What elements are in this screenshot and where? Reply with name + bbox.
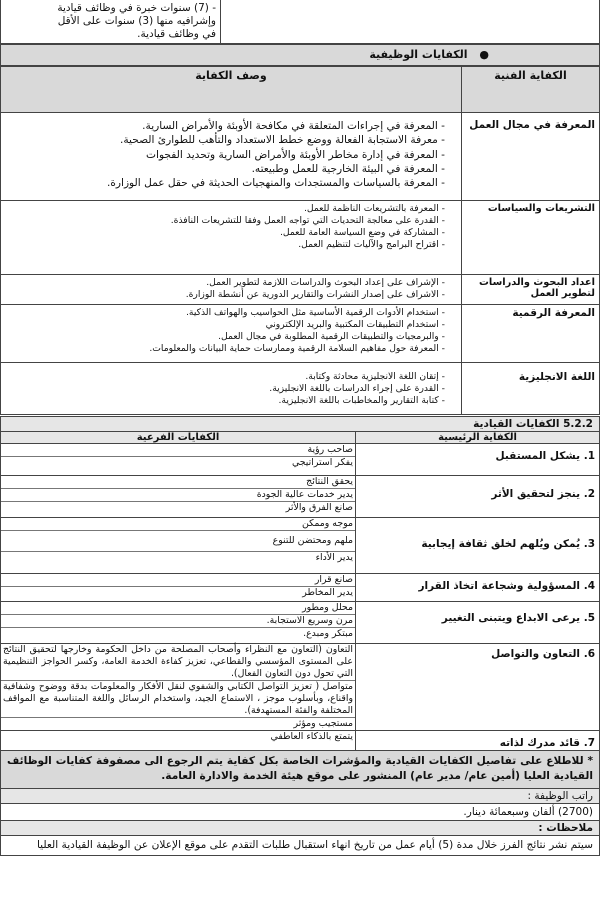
competency-name: التعاون والتواصل <box>491 648 581 660</box>
competency-name: التشريعات والسياسات <box>462 201 600 275</box>
main-competency <box>356 602 600 644</box>
main-competency <box>356 476 600 518</box>
bullet-icon: ● <box>479 48 489 61</box>
table-row <box>1 444 600 476</box>
sub-competency: يفكر استراتيجي <box>291 457 353 469</box>
sub-competency: ملهم ومحتضن للتنوع <box>1 531 355 552</box>
row-number: 3. <box>583 538 595 550</box>
column-header: الكفايات الفرعية <box>1 432 356 444</box>
sub-competency: يحقق النتائج <box>1 476 355 489</box>
list-item: - إتقان اللغة الانجليزية محادثة وكتابة. <box>5 371 445 383</box>
sub-competencies <box>1 518 356 574</box>
sub-competency: يدير المخاطر <box>302 587 353 599</box>
list-item: - استخدام الأدوات الرقمية الأساسية مثل الحواسيب والهواتف الذكية. <box>5 307 445 319</box>
competency-name: اعداد البحوث والدراسات لتطوير العمل <box>462 275 600 305</box>
table-row <box>1 602 600 644</box>
experience-line: وإشرافيه منها (3) سنوات على الأقل <box>57 15 216 28</box>
list-item: - المعرفة في البيئة الخارجية للعمل وطبيعته. <box>5 162 445 176</box>
table-row <box>1 644 600 731</box>
sub-competency: يدير خدمات عالية الجودة <box>1 489 355 502</box>
sub-competency: يتمتع بالذكاء العاطفي <box>270 731 353 743</box>
reference-note: * للاطلاع على تفاصيل الكفايات القيادية والمؤشرات الخاصة بكل كفاية يتم الرجوع الى مصفوفة كفايات الوظائف القيادية العليا (أمين عام/ مدير عام) المنشور على موقع هيئة الخدمة والادارة العامة. <box>1 751 600 789</box>
sub-competency: صاحب رؤية <box>1 444 355 457</box>
competency-description <box>1 201 462 275</box>
column-header: وصف الكفاية <box>1 67 462 113</box>
sub-competencies <box>1 476 356 518</box>
main-competency <box>356 444 600 476</box>
list-item: - المعرفة حول مفاهيم السلامة الرقمية وممارسات حماية البيانات والمعلومات. <box>5 343 445 355</box>
competency-name: ينجز لتحقيق الأثر <box>491 488 581 500</box>
functional-competencies-header <box>0 44 600 66</box>
main-competency <box>356 574 600 602</box>
main-competency <box>356 518 600 574</box>
list-item: - اقتراح البرامج والآليات لتنظيم العمل. <box>5 239 445 251</box>
list-item: - والبرمجيات والتطبيقات الرقمية المطلوبة في مجال العمل. <box>5 331 445 343</box>
experience-line: - (7) سنوات خبرة في وظائف قيادية <box>57 2 216 14</box>
notes-label: ملاحظات : <box>1 820 600 835</box>
competency-description <box>1 275 462 305</box>
main-competency <box>356 644 600 731</box>
sub-competency: مبتكر ومبدع. <box>303 628 353 640</box>
competency-name: يشكل المستقبل <box>495 450 581 462</box>
table-row <box>1 518 600 574</box>
column-header: الكفاية الرئيسية <box>356 432 600 444</box>
empty-cell <box>221 0 600 44</box>
competency-name: يُمكن ويُلهم لخلق ثقافة إيجابية <box>421 538 581 550</box>
sub-competency: صانع قرار <box>1 574 355 587</box>
sub-competency: موجه وممكن <box>1 518 355 531</box>
list-item: - المعرفة في إدارة مخاطر الأوبئة والأمراض السارية وتحديد الفجوات <box>5 148 445 162</box>
row-number: 5. <box>583 612 595 624</box>
row-number: 4. <box>583 580 595 592</box>
table-row <box>1 476 600 518</box>
list-item: - القدرة على إجراء الدراسات باللغة الانجليزية. <box>5 383 445 395</box>
leadership-competencies-table <box>0 416 600 757</box>
sub-competencies <box>1 574 356 602</box>
sub-competency: يدير الأداء <box>315 552 353 564</box>
competency-name: المعرفة في مجال العمل <box>462 113 600 201</box>
sub-competencies <box>1 644 356 731</box>
experience-text <box>1 0 221 44</box>
row-number: 7. <box>583 737 595 750</box>
sub-competency: صانع الفرق والأثر <box>285 502 353 514</box>
list-item: - المعرفة في إجراءات المتعلقة في مكافحة الأوبئة والأمراض السارية. <box>5 119 445 133</box>
experience-line: في وظائف قيادية. <box>137 28 216 41</box>
competency-name: قائد مدرك لذاته <box>499 737 581 750</box>
sub-competency: مستجيب ومؤثر <box>293 718 353 730</box>
list-item: - الاشراف على إصدار النشرات والتقارير الدورية عن أنشطة الوزارة. <box>5 289 445 301</box>
previous-table-fragment <box>0 0 600 44</box>
functional-competencies-table <box>0 66 600 415</box>
sub-competency: مرن وسريع الاستجابة. <box>1 615 355 628</box>
list-item: - المشاركة في وضع السياسة العامة للعمل. <box>5 227 445 239</box>
list-item: - المعرفة بالتشريعات الناظمة للعمل. <box>5 203 445 215</box>
list-item: - معرفة الاستجابة الفعالة ووضع خطط الاستعداد والتأهب للطوارئ الصحية. <box>5 133 445 147</box>
table-row <box>1 574 600 602</box>
list-item: - كتابة التقارير والمخاطبات باللغة الانجليزية. <box>5 395 445 407</box>
row-number: 2. <box>583 488 595 500</box>
table-row <box>1 275 600 305</box>
list-item: - المعرفة بالسياسات والمستجدات والمنهجيات الحديثة في حقل عمل الوزارة. <box>5 176 445 190</box>
sub-competencies <box>1 444 356 476</box>
footer-notes <box>0 750 600 856</box>
table-row <box>1 201 600 275</box>
row-number: 6. <box>583 648 595 660</box>
sub-competency: محلل ومطور <box>1 602 355 615</box>
competency-description <box>1 305 462 363</box>
notes-text: سيتم نشر نتائج الفرز خلال مدة (5) أيام عمل من تاريخ انهاء استقبال طلبات التقدم على موقع الإعلان عن الوظيفة القيادية العليا <box>1 835 600 855</box>
table-row <box>1 305 600 363</box>
competency-name: يرعى الابداع ويتبنى التغيير <box>441 612 581 624</box>
competency-description <box>1 363 462 415</box>
table-row <box>1 113 600 201</box>
sub-competency: متواصل ( تعزيز التواصل الكتابي والشفوي لنقل الأفكار والمعلومات بدقة ووضوح وشفافية واقناع، وبأسلوب موجز ، الاستماع الجيد، واستخدام الرسائل واللغة المتناسبة مع المواقف المختلفة والفئة المستهدفة). <box>1 681 355 718</box>
column-header: الكفاية الفنية <box>462 67 600 113</box>
section-title: الكفايات الوظيفية <box>369 48 468 61</box>
table-row <box>1 363 600 415</box>
competency-name: المسؤولية وشجاعة اتخاذ القرار <box>418 580 581 592</box>
list-item: - استخدام التطبيقات المكتبية والبريد الإلكتروني <box>5 319 445 331</box>
section-title: 5.2.2 الكفايات القيادية <box>1 417 600 432</box>
salary-value: (2700) ألفان وسبعمائة دينار. <box>1 803 600 820</box>
row-number: 1. <box>583 450 595 462</box>
competency-name: المعرفة الرقمية <box>462 305 600 363</box>
list-item: - الإشراف على إعداد البحوث والدراسات اللازمة لتطوير العمل. <box>5 277 445 289</box>
sub-competencies <box>1 602 356 644</box>
salary-label: راتب الوظيفة : <box>1 788 600 803</box>
list-item: - القدرة على معالجة التحديات التي تواجه العمل وفقا للتشريعات النافذة. <box>5 215 445 227</box>
competency-name: اللغة الانجليزية <box>462 363 600 415</box>
competency-description <box>1 113 462 201</box>
sub-competency: التعاون (التعاون مع النظراء وأصحاب المصلحة من داخل الحكومة وخارجها لتحقيق النتائج على المستوى المؤسسي والقطاعي، تعزيز كفاءة الخدمة العامة، وكسر الحواجز التنظيمية التي تحول دون التعاون الفعال). <box>1 644 355 681</box>
